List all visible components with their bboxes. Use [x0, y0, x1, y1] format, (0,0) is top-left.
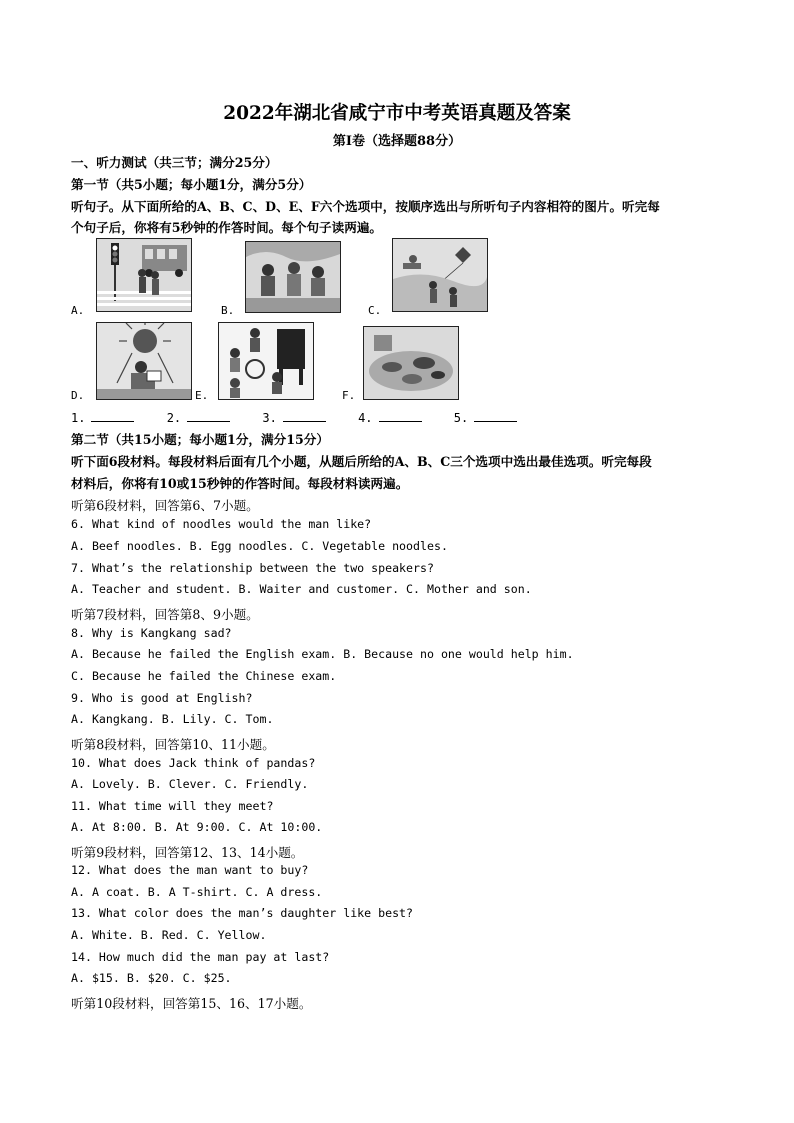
question-line: 7. What’s the relationship between the two speakers?	[71, 561, 434, 575]
answer-blank-4[interactable]: 4.	[358, 410, 421, 425]
question-line: 9. Who is good at English?	[71, 691, 253, 705]
question-line: A. Because he failed the English exam. B. Because no one would help him.	[71, 647, 574, 661]
answer-blank-3[interactable]: 3.	[262, 410, 325, 425]
answer-blank-1[interactable]: 1.	[71, 410, 134, 425]
question-line: A. A coat. B. A T-shirt. C. A dress.	[71, 885, 323, 899]
question-line: 6. What kind of noodles would the man like?	[71, 517, 372, 531]
page-title: 2022年湖北省咸宁市中考英语真题及答案	[223, 103, 571, 124]
material-instruction: 听第8段材料，回答第10、11小题。	[71, 737, 275, 752]
section1-heading: 第一节（共5小题；每小题1分，满分5分）	[71, 177, 312, 192]
section2-heading: 第二节（共15小题；每小题1分，满分15分）	[71, 432, 329, 447]
section2-instruction-2: 材料后，你将有10或15秒钟的作答时间。每段材料读两遍。	[71, 476, 409, 491]
question-line: 12. What does the man want to buy?	[71, 863, 309, 877]
question-line: A. Beef noodles. B. Egg noodles. C. Vegetable noodles.	[71, 539, 448, 553]
question-line: 13. What color does the man’s daughter like best?	[71, 906, 414, 920]
question-line: C. Because he failed the Chinese exam.	[71, 669, 337, 683]
material-instruction: 听第10段材料，回答第15、16、17小题。	[71, 996, 312, 1011]
children-playing-image	[245, 241, 341, 313]
question-line: 11. What time will they meet?	[71, 799, 274, 813]
question-line: A. Teacher and student. B. Waiter and customer. C. Mother and son.	[71, 582, 532, 596]
picture-f-label: F.	[342, 389, 356, 402]
food-table-image	[363, 326, 459, 400]
picture-e-label: E.	[195, 389, 209, 402]
question-line: 8. Why is Kangkang sad?	[71, 626, 232, 640]
question-line: A. Lovely. B. Clever. C. Friendly.	[71, 777, 309, 791]
musical-band-image	[218, 322, 314, 400]
picture-b-label: B.	[221, 304, 235, 317]
picture-a-label: A.	[71, 304, 85, 317]
page-subtitle: 第Ⅰ卷（选择题88分）	[332, 134, 462, 149]
question-line: A. $15. B. $20. C. $25.	[71, 971, 232, 985]
question-line: A. At 8:00. B. At 9:00. C. At 10:00.	[71, 820, 323, 834]
section2-instruction-1: 听下面6段材料。每段材料后面有几个小题，从题后所给的A、B、C三个选项中选出最佳选项。听完每段	[71, 454, 652, 469]
material-instruction: 听第9段材料，回答第12、13、14小题。	[71, 845, 304, 860]
material-instruction: 听第7段材料，回答第8、9小题。	[71, 607, 259, 622]
picture-d-label: D.	[71, 389, 85, 402]
traffic-light-crossing-image	[96, 238, 192, 312]
question-line: A. Kangkang. B. Lily. C. Tom.	[71, 712, 274, 726]
kite-flying-image	[392, 238, 488, 312]
answer-blank-5[interactable]: 5.	[454, 410, 517, 425]
question-line: A. White. B. Red. C. Yellow.	[71, 928, 267, 942]
sun-reading-image	[96, 322, 192, 400]
section1-instruction-2: 个句子后，你将有5秒钟的作答时间。每个句子读两遍。	[71, 220, 383, 235]
section1-instruction-1: 听句子。从下面所给的A、B、C、D、E、F六个选项中，按顺序选出与所听句子内容相符的图片。听完每	[71, 199, 660, 214]
picture-c-label: C.	[368, 304, 382, 317]
part1-heading: 一、听力测试（共三节；满分25分）	[71, 155, 278, 170]
question-line: 14. How much did the man pay at last?	[71, 950, 330, 964]
question-line: 10. What does Jack think of pandas?	[71, 756, 316, 770]
material-instruction: 听第6段材料，回答第6、7小题。	[71, 498, 259, 513]
answer-blank-2[interactable]: 2.	[167, 410, 230, 425]
answer-blanks	[71, 410, 542, 425]
